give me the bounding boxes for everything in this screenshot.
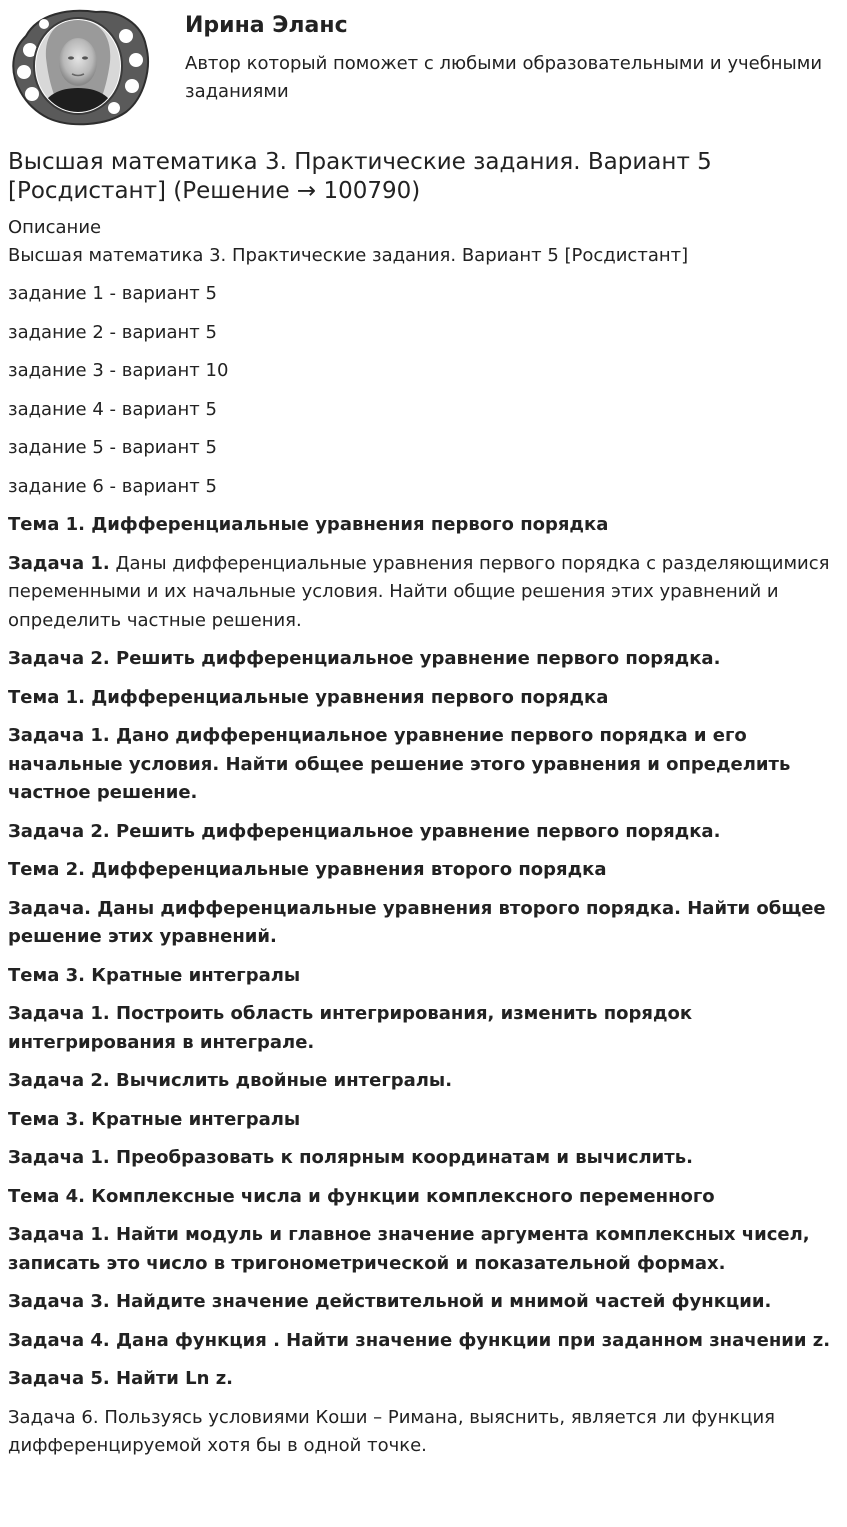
author-name[interactable]: Ирина Эланс: [185, 13, 348, 38]
variant-item: задание 5 - вариант 5: [8, 437, 217, 458]
variant-item: задание 2 - вариант 5: [8, 321, 217, 343]
variant-item: задание 1 - вариант 5: [8, 283, 217, 304]
task-item: Задача 5. Найти Ln z.: [8, 1368, 234, 1389]
author-block: [0, 0, 847, 130]
topic-heading: Тема 3. Кратные интегралы: [8, 964, 301, 986]
author-avatar[interactable]: [8, 6, 150, 126]
main-content: [8, 148, 840, 1461]
task-item: Задача 4. Дана функция . Найти значение функции при заданном значении z.: [8, 1329, 831, 1351]
task-item: Задача 1. Построить область интегрирования, изменить порядок интегрирования в интеграле.: [8, 1003, 693, 1053]
task-item: Задача 2. Решить дифференциальное уравнение первого порядка.: [8, 820, 721, 842]
variant-item: задание 3 - вариант 10: [8, 360, 229, 381]
task-label: Задача 1.: [8, 552, 110, 574]
variants-list: [8, 280, 840, 501]
author-description: Автор который поможет с любыми образовательными и учебными заданиями: [185, 53, 823, 102]
task-item: Задача 2. Решить дифференциальное уравнение первого порядка.: [8, 648, 721, 669]
task-item: Задача 1. Преобразовать к полярным координатам и вычислить.: [8, 1147, 693, 1168]
topic-heading: Тема 1. Дифференциальные уравнения первого порядка: [8, 686, 609, 708]
task-item: [8, 550, 840, 636]
description-heading: Описание: [8, 217, 102, 238]
task-item: Задача 1. Дано дифференциальное уравнение первого порядка и его начальные условия. Найти общее решение этого уравнения и определить частное решение.: [8, 725, 791, 803]
topic-heading: Тема 2. Дифференциальные уравнения второго порядка: [8, 859, 607, 880]
task-item: Задача. Даны дифференциальные уравнения второго порядка. Найти общее решение этих уравнений.: [8, 897, 826, 947]
variant-item: задание 4 - вариант 5: [8, 398, 217, 420]
tasks-list: [8, 511, 840, 1461]
task-item: Задача 2. Вычислить двойные интегралы.: [8, 1070, 453, 1091]
task-text: Даны дифференциальные уравнения первого порядка с разделяющимися переменными и их начальные условия. Найти общие решения этих уравнений и определить частные решения.: [8, 552, 830, 631]
description-text: Высшая математика 3. Практические задания. Вариант 5 [Росдистант]: [8, 245, 689, 266]
task-item: Задача 1. Найти модуль и главное значение аргумента комплексных чисел, записать это число в тригонометрической и показательной формах.: [8, 1224, 810, 1274]
page-title: Высшая математика 3. Практические задания. Вариант 5 [Росдистант] (Решение → 100790): [8, 149, 712, 204]
topic-heading: Тема 3. Кратные интегралы: [8, 1108, 301, 1130]
task-item: Задача 6. Пользуясь условиями Коши – Римана, выяснить, является ли функция дифференцируемой хотя бы в одной точке.: [8, 1406, 775, 1456]
topic-heading: Тема 1. Дифференциальные уравнения первого порядка: [8, 514, 609, 535]
task-item: Задача 3. Найдите значение действительной и мнимой частей функции.: [8, 1291, 772, 1312]
topic-heading: Тема 4. Комплексные числа и функции комплексного переменного: [8, 1185, 715, 1207]
variant-item: задание 6 - вариант 5: [8, 475, 217, 497]
